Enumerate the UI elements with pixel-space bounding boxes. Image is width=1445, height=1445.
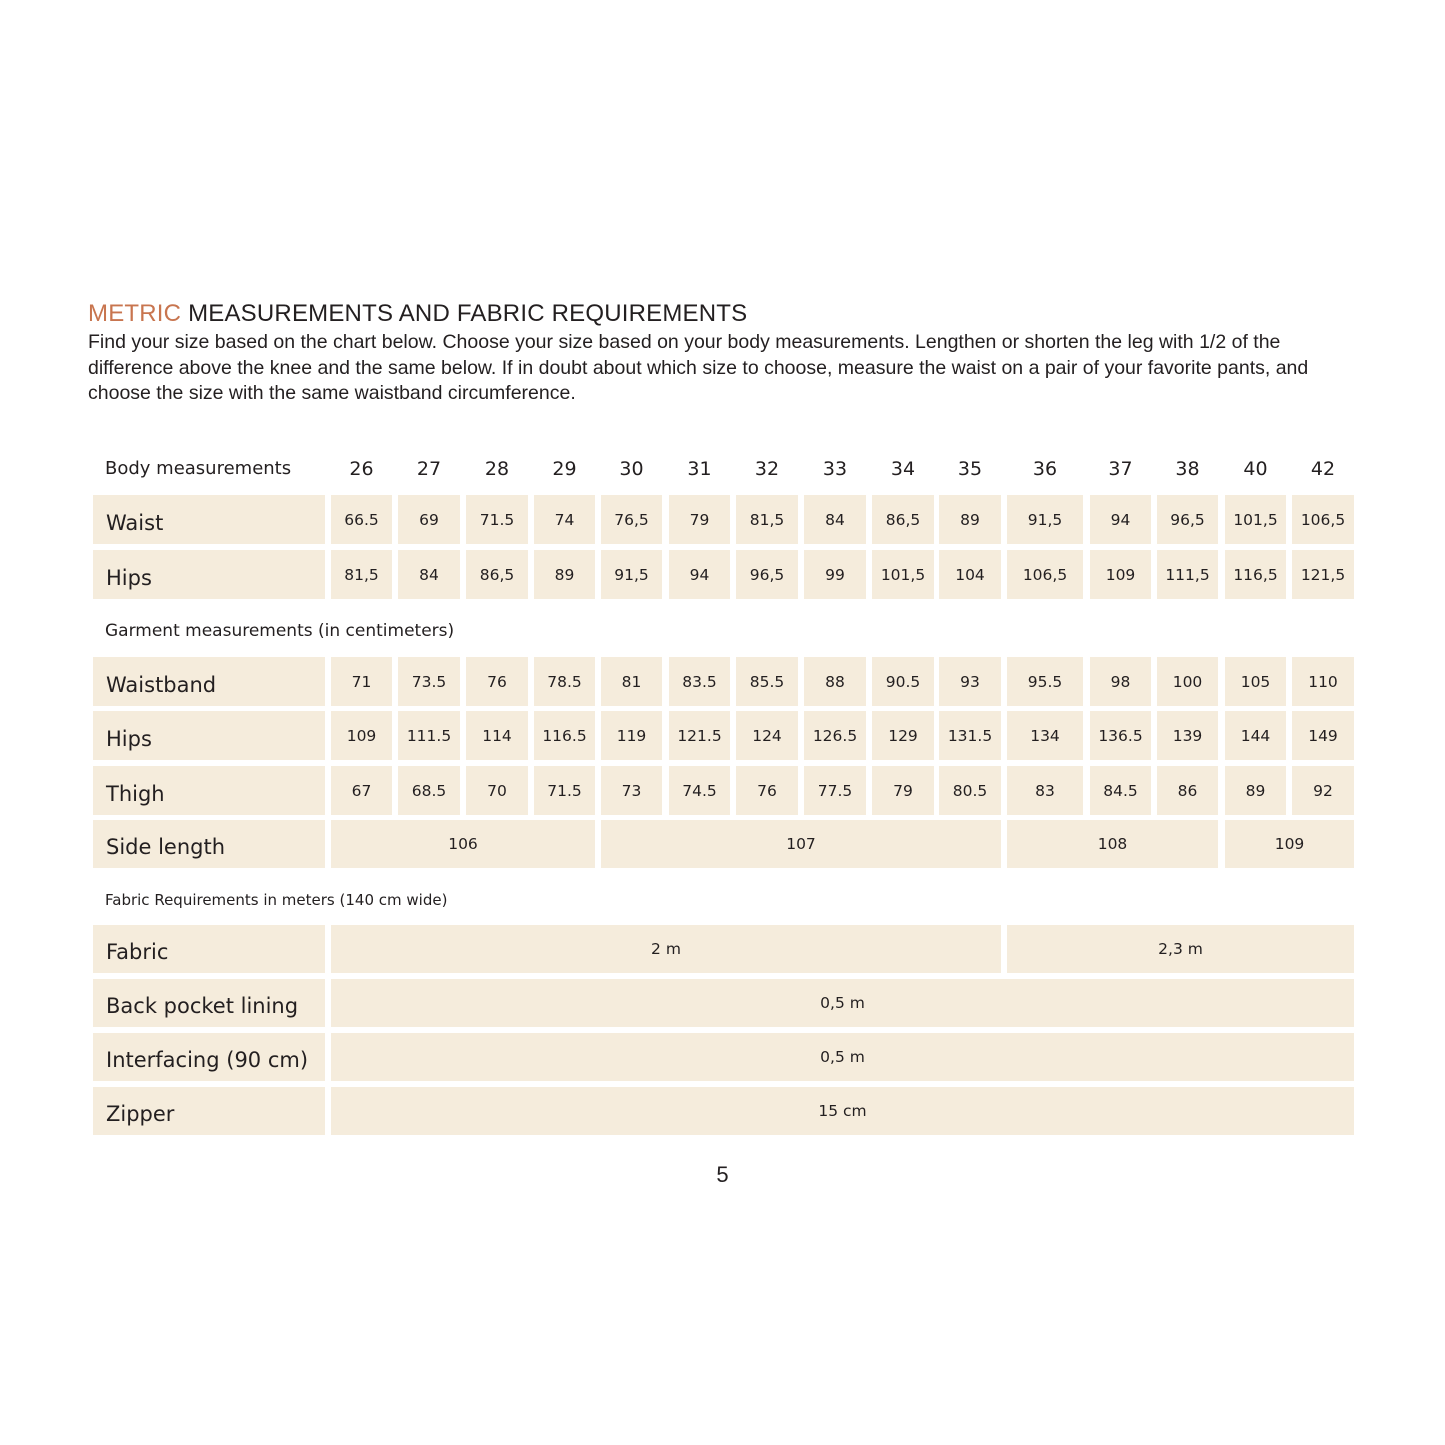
page-number: 5 (716, 1162, 729, 1187)
value-cell: 134 (1007, 711, 1083, 760)
garment-measurements-header: Garment measurements (in centimeters) (105, 621, 455, 641)
value-cell: 100 (1157, 657, 1218, 706)
value-cell: 76,5 (601, 495, 662, 544)
size-header: 34 (890, 458, 916, 480)
value-cell: 77.5 (804, 766, 866, 815)
merged-value-cell: 109 (1225, 820, 1354, 868)
row-label: Interfacing (90 cm) (93, 1033, 325, 1081)
value-cell: 76 (466, 657, 528, 706)
row-label: Back pocket lining (93, 979, 325, 1027)
value-cell: 69 (398, 495, 460, 544)
value-cell: 106,5 (1007, 550, 1083, 599)
value-cell: 101,5 (1225, 495, 1286, 544)
value-cell: 105 (1225, 657, 1286, 706)
row-label: Hips (93, 711, 325, 760)
row-label: Thigh (93, 766, 325, 815)
value-cell: 83.5 (669, 657, 730, 706)
size-header: 35 (957, 458, 983, 480)
value-cell: 71.5 (466, 495, 528, 544)
value-cell: 149 (1292, 711, 1354, 760)
value-cell: 114 (466, 711, 528, 760)
value-cell: 71 (331, 657, 392, 706)
size-header: 31 (687, 458, 712, 480)
value-cell: 86,5 (466, 550, 528, 599)
value-cell: 71.5 (534, 766, 595, 815)
value-cell: 81,5 (736, 495, 798, 544)
value-cell: 66.5 (331, 495, 392, 544)
value-cell: 129 (872, 711, 934, 760)
value-cell: 96,5 (736, 550, 798, 599)
value-cell: 68.5 (398, 766, 460, 815)
value-cell: 79 (872, 766, 934, 815)
value-cell: 121,5 (1292, 550, 1354, 599)
value-cell: 91,5 (1007, 495, 1083, 544)
value-cell: 83 (1007, 766, 1083, 815)
value-cell: 98 (1090, 657, 1151, 706)
intro-paragraph: Find your size based on the chart below. Choose your size based on your body measurements. Lengthen or shorten the leg with 1/2 of the difference above the knee and the same below. If in doubt about which size to choose, measure the waist on a pair of your favorite pants, and choose the size with the same waistband circumference. (88, 331, 1309, 404)
row-label: Waist (93, 495, 325, 544)
size-header: 28 (484, 458, 510, 480)
size-header: 42 (1310, 458, 1336, 480)
size-header: 29 (552, 458, 577, 480)
value-cell: 121.5 (669, 711, 730, 760)
fabric-requirements-header: Fabric Requirements in meters (140 cm wide) (105, 891, 448, 909)
value-cell: 70 (466, 766, 528, 815)
row-label: Zipper (93, 1087, 325, 1135)
row-label: Side length (93, 820, 325, 868)
merged-value-cell: 108 (1007, 820, 1218, 868)
title-accent: METRIC (88, 300, 182, 327)
body-measurements-header: Body measurements (105, 458, 292, 479)
merged-value-cell: 106 (331, 820, 595, 868)
value-cell: 109 (331, 711, 392, 760)
size-header: 36 (1032, 458, 1058, 480)
value-cell: 104 (939, 550, 1001, 599)
size-header: 38 (1175, 458, 1200, 480)
value-cell: 94 (1090, 495, 1151, 544)
value-cell: 84 (804, 495, 866, 544)
value-cell: 79 (669, 495, 730, 544)
value-cell: 93 (939, 657, 1001, 706)
value-cell: 136.5 (1090, 711, 1151, 760)
value-cell: 99 (804, 550, 866, 599)
value-cell: 84 (398, 550, 460, 599)
value-cell: 76 (736, 766, 798, 815)
merged-value-cell: 0,5 m (331, 979, 1354, 1027)
value-cell: 89 (1225, 766, 1286, 815)
value-cell: 80.5 (939, 766, 1001, 815)
value-cell: 111.5 (398, 711, 460, 760)
value-cell: 96,5 (1157, 495, 1218, 544)
value-cell: 144 (1225, 711, 1286, 760)
size-header: 30 (619, 458, 644, 480)
size-header: 37 (1108, 458, 1133, 480)
value-cell: 110 (1292, 657, 1354, 706)
value-cell: 131.5 (939, 711, 1001, 760)
value-cell: 89 (534, 550, 595, 599)
value-cell: 89 (939, 495, 1001, 544)
value-cell: 78.5 (534, 657, 595, 706)
value-cell: 73.5 (398, 657, 460, 706)
value-cell: 111,5 (1157, 550, 1218, 599)
size-header: 40 (1243, 458, 1268, 480)
merged-value-cell: 0,5 m (331, 1033, 1354, 1081)
merged-value-cell: 107 (601, 820, 1001, 868)
merged-value-cell: 15 cm (331, 1087, 1354, 1135)
page-title (88, 300, 747, 328)
value-cell: 119 (601, 711, 662, 760)
value-cell: 106,5 (1292, 495, 1354, 544)
value-cell: 84.5 (1090, 766, 1151, 815)
value-cell: 109 (1090, 550, 1151, 599)
merged-value-cell: 2 m (331, 925, 1001, 973)
value-cell: 86 (1157, 766, 1218, 815)
title-rest: MEASUREMENTS AND FABRIC REQUIREMENTS (181, 300, 748, 327)
value-cell: 92 (1292, 766, 1354, 815)
row-label: Hips (93, 550, 325, 599)
row-label: Waistband (93, 657, 325, 706)
value-cell: 94 (669, 550, 730, 599)
size-header: 27 (416, 458, 442, 480)
value-cell: 67 (331, 766, 392, 815)
value-cell: 126.5 (804, 711, 866, 760)
value-cell: 91,5 (601, 550, 662, 599)
value-cell: 95.5 (1007, 657, 1083, 706)
value-cell: 86,5 (872, 495, 934, 544)
value-cell: 81 (601, 657, 662, 706)
value-cell: 116,5 (1225, 550, 1286, 599)
value-cell: 73 (601, 766, 662, 815)
value-cell: 88 (804, 657, 866, 706)
size-header: 32 (754, 458, 780, 480)
value-cell: 101,5 (872, 550, 934, 599)
value-cell: 116.5 (534, 711, 595, 760)
value-cell: 74.5 (669, 766, 730, 815)
value-cell: 81,5 (331, 550, 392, 599)
row-label: Fabric (93, 925, 325, 973)
size-header: 26 (349, 458, 374, 480)
value-cell: 74 (534, 495, 595, 544)
value-cell: 139 (1157, 711, 1218, 760)
merged-value-cell: 2,3 m (1007, 925, 1354, 973)
value-cell: 85.5 (736, 657, 798, 706)
value-cell: 124 (736, 711, 798, 760)
size-header: 33 (822, 458, 848, 480)
value-cell: 90.5 (872, 657, 934, 706)
